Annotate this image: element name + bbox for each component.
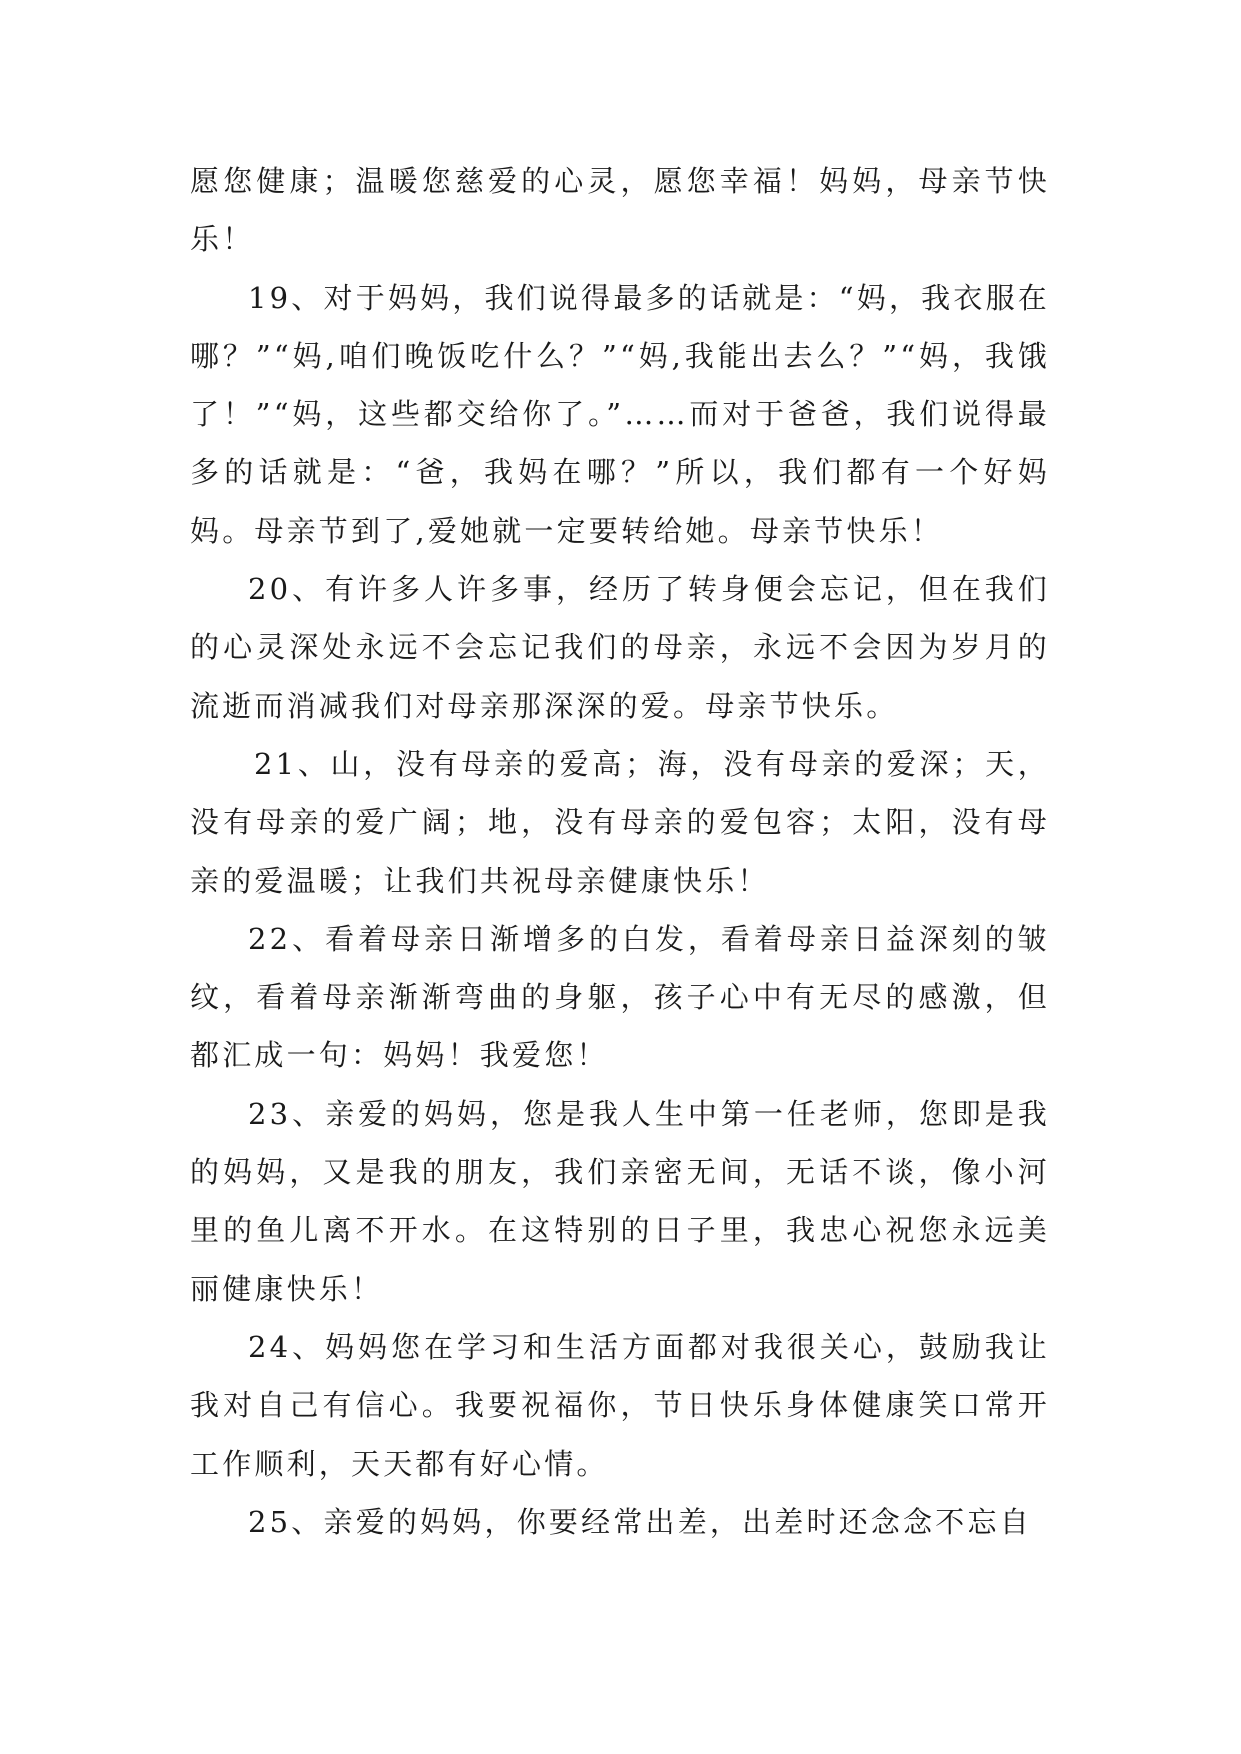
paragraph-23: 23、亲爱的妈妈，您是我人生中第一任老师，您即是我的妈妈，又是我的朋友，我们亲密无间，无话不谈，像小河里的鱼儿离不开水。在这特别的日子里，我忠心祝您永远美丽健康快乐！ xyxy=(190,1096,1050,1306)
paragraph-25: 25、亲爱的妈妈，你要经常出差，出差时还念念不忘自 xyxy=(248,1504,1032,1539)
paragraph-22: 22、看着母亲日渐增多的白发，看着母亲日益深刻的皱纹，看着母亲渐渐弯曲的身躯，孩子心中有无尽的感激，但都汇成一句：妈妈！我爱您！ xyxy=(190,921,1050,1073)
document-page xyxy=(190,152,1050,1551)
paragraph-20: 20、有许多人许多事，经历了转身便会忘记，但在我们的心灵深处永远不会忘记我们的母亲，永远不会因为岁月的流逝而消减我们对母亲那深深的爱。母亲节快乐。 xyxy=(190,572,1050,723)
paragraph-21: 21、山，没有母亲的爱高；海，没有母亲的爱深；天，没有母亲的爱广阔；地，没有母亲的爱包容；太阳，没有母亲的爱温暖；让我们共祝母亲健康快乐！ xyxy=(190,746,1050,898)
paragraph-24: 24、妈妈您在学习和生活方面都对我很关心，鼓励我让我对自己有信心。我要祝福你，节日快乐身体健康笑口常开工作顺利，天天都有好心情。 xyxy=(190,1329,1050,1481)
paragraph-18-continued: 愿您健康；温暖您慈爱的心灵，愿您幸福！妈妈，母亲节快乐！ xyxy=(190,164,1050,257)
paragraph-19: 19、对于妈妈，我们说得最多的话就是：“妈，我衣服在哪？”“妈,咱们晚饭吃什么？”“妈,我能出去么？”“妈，我饿了！”“妈，这些都交给你了。”……而对于爸爸，我们说得最多的话就是：“爸，我妈在哪？”所以，我们都有一个好妈妈。母亲节到了,爱她就一定要转给她。母亲节快乐！ xyxy=(190,280,1050,548)
